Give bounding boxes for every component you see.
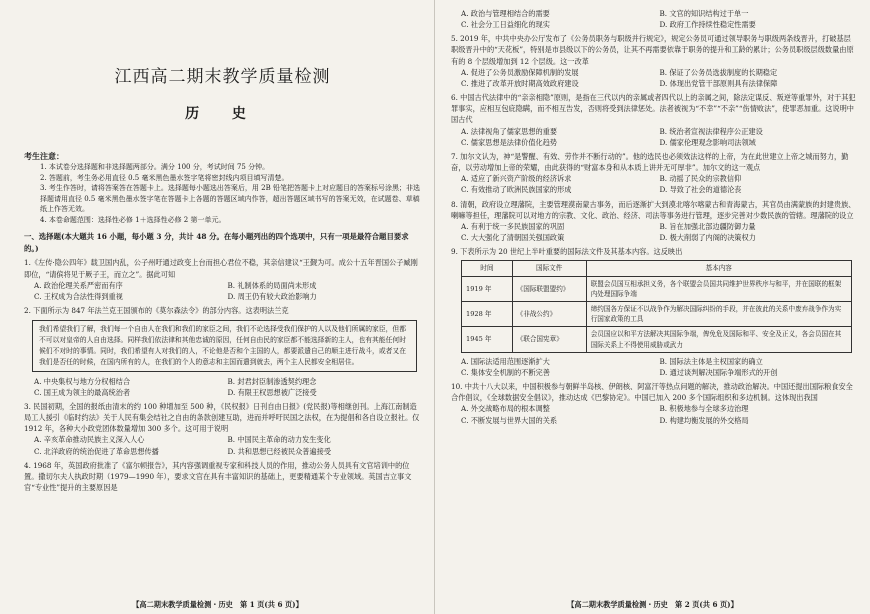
- option-b: B. 旨在加强北部边疆防御力量: [659, 221, 756, 231]
- question-10: [451, 381, 858, 426]
- option-a: A. 政治与管理相结合的需要: [461, 9, 550, 18]
- question-stem: 7. 加尔文认为，神“是警醒、有效、劳作并不断行动的”。他的选民也必须效法这样的上帝，为在此世建立上帝之城而努力，勤奋，以劳动增加上帝的荣耀，由此获得的“财富本身和从本质上讲并无可厚非”。加尔文的这一观点: [451, 151, 849, 173]
- option-c: C. 不断发展与世界大国的关系: [461, 415, 558, 425]
- table-row: [462, 327, 852, 352]
- question-stem: 2. 下面所示为 847 年法兰克王国颁布的《莫尔森法令》的部分内容。这表明法兰克: [24, 305, 289, 315]
- notice-item-4: 4. 本卷命题范围：选择性必修 1＋选择性必修 2 第一单元。: [40, 215, 226, 224]
- question-2: [24, 305, 421, 398]
- option-c: C. 社会分工日益细化的现实: [461, 20, 550, 30]
- table-cell: 会员国应以和平方法解决其国际争端，俾免危及国际和平、安全及正义，各会员国在其国际关系上不得使用威胁或武力: [586, 327, 851, 352]
- source-passage: 我们希望我们了解，我们每一个自由人在我们和我们的家臣之间，我们不论选择受我们保护的人以及他们所属的家臣，但都不可以对皇帝的人自由选择。同样我们依法律和其他忠诚的原因，任何自由民的家臣都不能选择新的主人，也有其能任何时候们不对时的事情。同时，我们希望有人对我们的人，不论他是否和个主国的人，都要派遣自己的顺主进行战斗，或者又在我们是否任的时候，在国内所有的人，在我们的个人的意志和主国而遣到就去，两个主人民都安全相居住。: [32, 320, 417, 372]
- page-footer: 【高二期末教学质量检测・历史 第 1 页(共 6 页)】: [132, 599, 303, 609]
- column-header: 基本内容: [586, 261, 851, 276]
- question-stem: 3. 民国初期，全国的报纸由清末的约 100 种增加至 500 种，《民权报》日刊自由日报》(党民报)等相继创刊。上海江南制造局工人援引《临时约法》关于人民有集会结社之自由的条款创建互助，进而并呼吁民国之法权，在为提倡和各自设立报社。仅 1912 年，各种大小政党团体数量增加 300 多个。这可用于说明: [24, 401, 420, 434]
- page-2: [435, 0, 870, 614]
- column-header: 时间: [462, 261, 513, 276]
- option-b: B. 文官的知识结构过于单一: [659, 9, 749, 18]
- option-c: C. 儒家思想是法律价值化趋势: [461, 137, 558, 147]
- page-footer: 【高二期末教学质量检测・历史 第 2 页(共 6 页)】: [567, 599, 738, 609]
- option-b: B. 积极地参与全球多边治理: [659, 404, 749, 414]
- option-b: B. 礼制体系的局面尚未形成: [227, 280, 317, 290]
- question-stem: 8. 清朝，政府设立理藩院，主要管理漠南蒙古事务，而后逐渐扩大到漠北喀尔喀蒙古和青海蒙古，其官员由满蒙族的封建贵族、喇嘛等担任，理藩院可以对地方的宗教、文化、政治、经济、司法等事务进行管理，逐步完善对少数民族的管辖。理藩院的设立: [451, 199, 856, 220]
- question-3: [24, 401, 421, 457]
- option-a: A. 法律视角了儒家思想的重要: [461, 126, 558, 136]
- option-d: D. 儒家伦理观念影响司法领域: [659, 137, 756, 147]
- option-a: A. 中央集权与地方分权相结合: [34, 376, 131, 386]
- question-stem: 1.《左传·隐公四年》载卫国内乱，公子州吁通过政变上台而担心君位不稳，其亲信建议“王觐为可。成公十五年晋国公子臧刚即位，“请傧将见于厥子王，而立之”。据此可知: [24, 258, 418, 279]
- question-9: [451, 246, 858, 378]
- option-d: D. 构建均衡发展的外交格局: [659, 415, 749, 425]
- option-c: C. 国王成为领主的最高统治者: [34, 387, 131, 397]
- question-4: [24, 460, 421, 493]
- option-b: B. 中国民主革命的动力发生变化: [227, 435, 331, 445]
- option-c: C. 北洋政府的统治促进了革命思想传播: [34, 446, 159, 456]
- option-b: B. 保证了公务员选拔制度的长期稳定: [659, 67, 778, 77]
- table-cell: 1928 年: [462, 301, 513, 326]
- question-7: [451, 151, 858, 196]
- treaty-table: [461, 260, 852, 353]
- option-a: A. 有利于统一多民族国家的巩固: [461, 221, 565, 231]
- option-c: C. 集体安全机制的不断完善: [461, 367, 550, 377]
- table-cell: 《非战公约》: [512, 301, 586, 326]
- question-stem: 4. 1968 年，英国政府批准了《富尔顿报告》，其内容强调重视专家和科技人员的作用，推动公务人员具有文官培训中的位置。撒切尔夫人执政时期（1979—1990 年），要求文官在具有丰富知识的基础上，更要精通某个专业领域。英国吉立事文官“专业性”提升的主要原因是: [24, 460, 412, 493]
- table-cell: 1945 年: [462, 327, 513, 352]
- table-cell: 1919 年: [462, 276, 513, 301]
- column-header: 国际文件: [512, 261, 586, 276]
- notice-item-1: 1. 本试卷分选择题和非选择题两部分。满分 100 分，考试时间 75 分钟。: [40, 163, 270, 172]
- table-cell: 联盟会员国互相承担义务，各个联盟会员国共同维护世界秩序与和平，并在国联的框架内处理国际争端: [586, 276, 851, 301]
- table-cell: 《国际联盟盟约》: [512, 276, 586, 301]
- option-b: B. 统治者宣视法律程序公正建设: [659, 126, 763, 136]
- question-5: [451, 33, 858, 89]
- question-4-options: [451, 8, 858, 30]
- option-c: C. 推进了改革开放时期高效政府建设: [461, 78, 579, 88]
- table-row: [462, 276, 852, 301]
- option-d: D. 体现出党管干部原则具有法律保障: [659, 78, 778, 88]
- question-6: [451, 92, 858, 148]
- notice-list: [24, 162, 421, 225]
- table-cell: 《联合国宪章》: [512, 327, 586, 352]
- option-d: D. 共和思想已经被民众普遍接受: [227, 446, 332, 456]
- option-d: D. 有限王权思想被广泛接受: [227, 387, 317, 397]
- option-a: A. 政治伦理关系严密而有序: [34, 280, 123, 290]
- option-b: B. 动摇了民众的宗教信仰: [659, 174, 742, 184]
- option-a: A. 适应了新兴资产阶级的经济诉求: [461, 174, 572, 184]
- table-cell: 缔约国各方保证不以战争作为解决国际纠纷的手段，并在彼此的关系中废弃战争作为实行国家政策的工具: [586, 301, 851, 326]
- question-stem: 9. 下表所示为 20 世纪上半叶重要的国际法文件及其基本内容。这反映出: [451, 247, 683, 257]
- table-row: [462, 301, 852, 326]
- question-1: [24, 257, 421, 302]
- question-stem: 5. 2019 年，中共中央办公厅发布了《公务员职务与职级并行规定》，规定公务员可通过领导职务与职级两条线晋升，打破基层职级晋升中的“天花板”，特别是市县级以下的公务员，让其不再需要依靠于职务的提升和工龄的累计；公务员职级层级数量由原有的 8 个层级增加到 12 个层级。这一改革: [451, 34, 854, 66]
- option-d: D. 政府工作持续性稳定性需要: [659, 20, 756, 30]
- notice-item-3: 3. 考生作答时，请将答案答在答题卡上。选择题每小题选出答案后，用 2B 铅笔把答题卡上对应题目的答案标号涂黑；非选择题请用直径 0.5 毫米黑色墨水签字笔在答题卡上各题的答题区域内作答，超出答题区域书写的答案无效，在试题卷、草稿纸上作答无效。: [40, 184, 420, 214]
- question-stem: 10. 中共十八大以来，中国积极参与朝鲜半岛核、伊朗核、阿富汗等热点问题的解决，推动政治解决。中国还提出国际粮食安全合作倡议，《全球数据安全倡议》，推动达成《巴黎协定》。中国已加入 200 多个国际组织和多边机制。这体现出我国: [451, 382, 853, 403]
- option-c: C. 王权成为合法性得到重视: [34, 291, 123, 301]
- option-d: D. 极大削弱了内阁的决策权力: [659, 232, 756, 242]
- option-d: D. 通过谈判解决国际争端形式的开创: [659, 367, 778, 377]
- option-a: A. 促进了公务员激励保障机制的发展: [461, 67, 579, 77]
- question-stem: 6. 中国古代法律中的“亲亲相隐”原则，是指在三代以内的亲属或者四代以上的亲属之间，除法定谋反、叛逆等重罪外，对于其犯罪事实，应相互包庇隐瞒，而不相互告发，否则将受到法律惩处。法者被视为“不幸”“不亲”“伤情败法”，使罪恶加重。这说明中国古代: [451, 93, 856, 125]
- option-a: A. 国际法适用范围逐渐扩大: [461, 356, 550, 366]
- option-b: B. 国际法主体是主权国家的确立: [659, 356, 763, 366]
- notice-heading: 考生注意：: [24, 151, 64, 162]
- option-a: A. 外交战略布局的根本调整: [461, 404, 550, 414]
- option-a: A. 辛亥革命推动民族主义深入人心: [34, 435, 145, 445]
- question-8: [451, 199, 858, 244]
- option-b: B. 封君封臣制渗透契约理念: [227, 376, 317, 386]
- option-c: C. 有效推动了欧洲民族国家的形成: [461, 185, 572, 195]
- notice-item-2: 2. 答题前，考生务必用直径 0.5 毫米黑色墨水签字笔将密封线内项目填写清楚。: [40, 173, 289, 182]
- exam-subject: 历 史: [185, 106, 260, 123]
- option-d: D. 导致了社会的道德沦丧: [659, 185, 742, 195]
- option-d: D. 周王仍有较大政治影响力: [227, 291, 317, 301]
- section-heading: 一、选择题(本大题共 16 小题，每小题 3 分，共计 48 分。在每小题列出的四个选项中，只有一项是最符合题目要求的。): [24, 232, 409, 253]
- table-header-row: [462, 261, 852, 276]
- option-c: C. 大大强化了清朝国关强国政策: [461, 232, 565, 242]
- exam-title: 江西高二期末教学质量检测: [114, 67, 331, 87]
